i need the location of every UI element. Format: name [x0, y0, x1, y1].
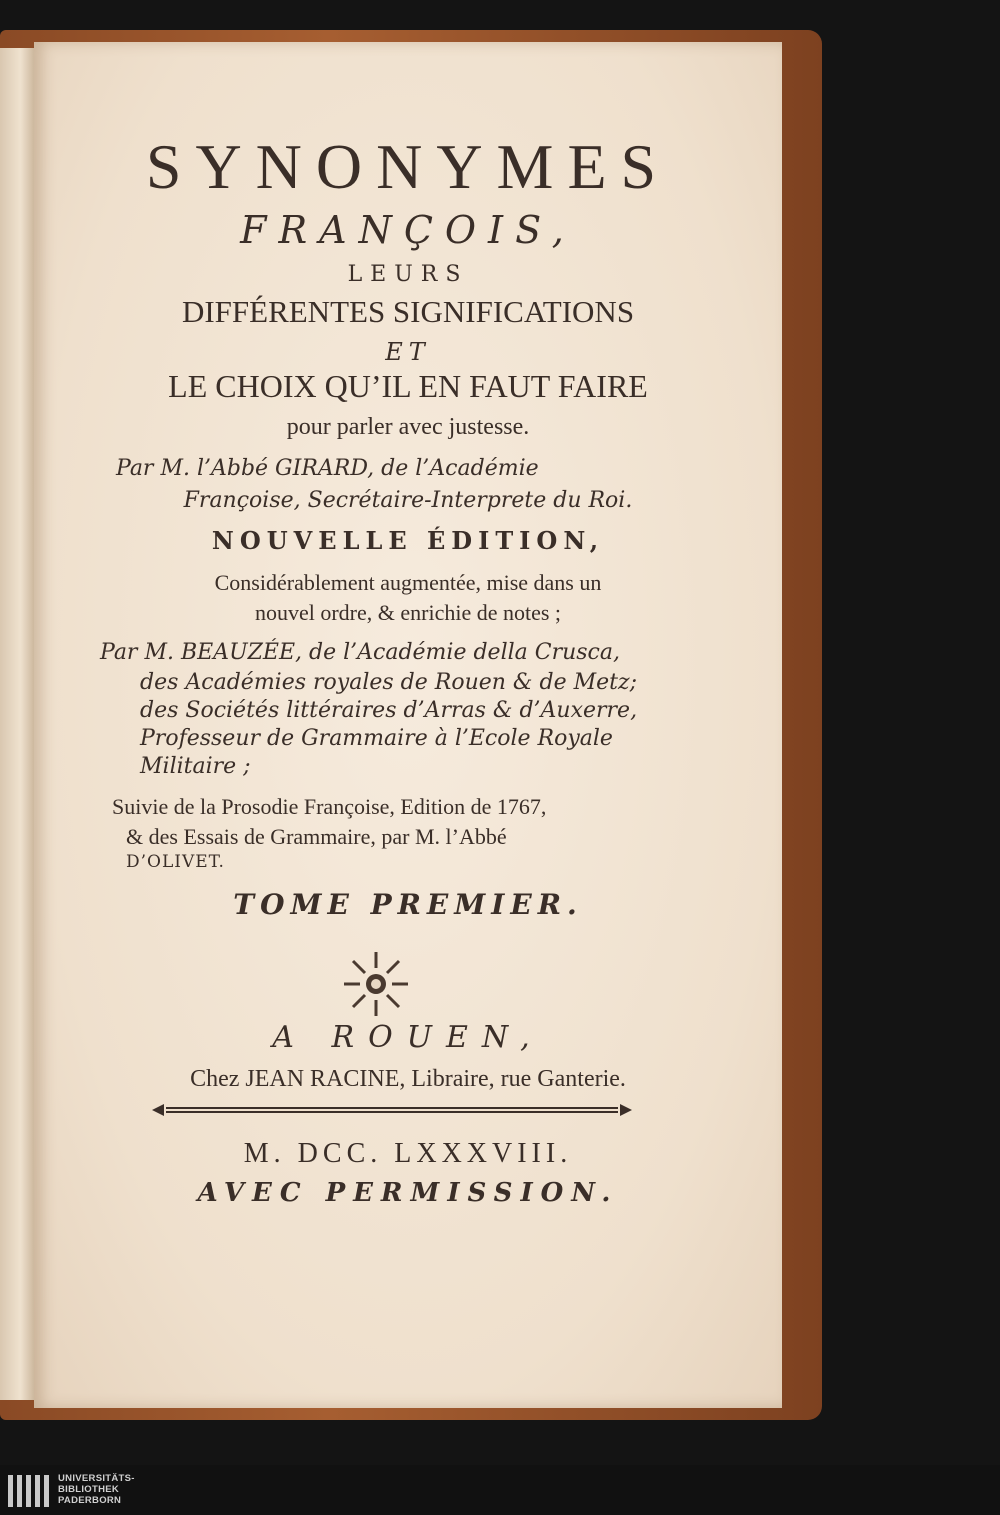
library-logo-icon	[8, 1475, 52, 1507]
volume-label: TOME PREMIER.	[233, 888, 583, 921]
suivie-line-2: & des Essais de Grammaire, par M. l’Abbé	[126, 824, 507, 849]
title-page	[34, 42, 782, 1408]
book-title: SYNONYMES	[145, 131, 671, 202]
suivie-line-1: Suivie de la Prosodie Françoise, Edition de 1767,	[112, 794, 547, 819]
author-beauzee-line-1: Par M. BEAUZÉE, de l’Académie della Crusca,	[100, 640, 620, 665]
library-footer	[0, 1465, 1000, 1515]
book-subtitle: FRANÇOIS,	[240, 208, 576, 252]
line-leurs: LEURS	[347, 262, 469, 287]
ornament-icon	[340, 948, 412, 1020]
imprint-place: A ROUEN,	[272, 1020, 544, 1055]
library-name-line-2: BIBLIOTHEK	[58, 1484, 120, 1495]
author-girard-line-1: Par M. l’Abbé GIRARD, de l’Académie	[116, 456, 539, 481]
edition-desc-line-2: nouvel ordre, & enrichie de notes ;	[254, 600, 562, 625]
author-beauzee-line-4: Professeur de Grammaire à l’Ecole Royale	[140, 726, 613, 751]
edition-desc-line-1: Considérablement augmentée, mise dans un	[214, 570, 602, 595]
decorative-rule	[152, 1102, 632, 1118]
edition-heading: NOUVELLE ÉDITION,	[211, 526, 605, 555]
imprint-permission: AVEC PERMISSION.	[197, 1178, 619, 1208]
author-beauzee-line-2: des Académies royales de Rouen & de Metz;	[140, 670, 637, 695]
line-differentes: DIFFÉRENTES SIGNIFICATIONS	[181, 294, 635, 329]
left-page-edge	[0, 48, 34, 1400]
imprint-publisher: Chez JEAN RACINE, Libraire, rue Ganterie.	[190, 1066, 626, 1092]
line-pour: pour parler avec justesse.	[286, 414, 530, 440]
line-choix: LE CHOIX QU’IL EN FAUT FAIRE	[168, 368, 648, 404]
suivie-line-3: D’OLIVET.	[126, 852, 225, 872]
author-girard-line-2: Françoise, Secrétaire-Interprete du Roi.	[183, 488, 633, 513]
author-beauzee-line-3: des Sociétés littéraires d’Arras & d’Auxerre,	[140, 698, 638, 723]
imprint-year: M. DCC. LXXXVIII.	[243, 1138, 573, 1169]
author-beauzee-line-5: Militaire ;	[140, 754, 251, 779]
library-name	[58, 1473, 135, 1506]
line-et: ET	[385, 338, 431, 366]
library-name-line-1: UNIVERSITÄTS-	[58, 1473, 135, 1484]
library-name-line-3: PADERBORN	[58, 1495, 122, 1506]
